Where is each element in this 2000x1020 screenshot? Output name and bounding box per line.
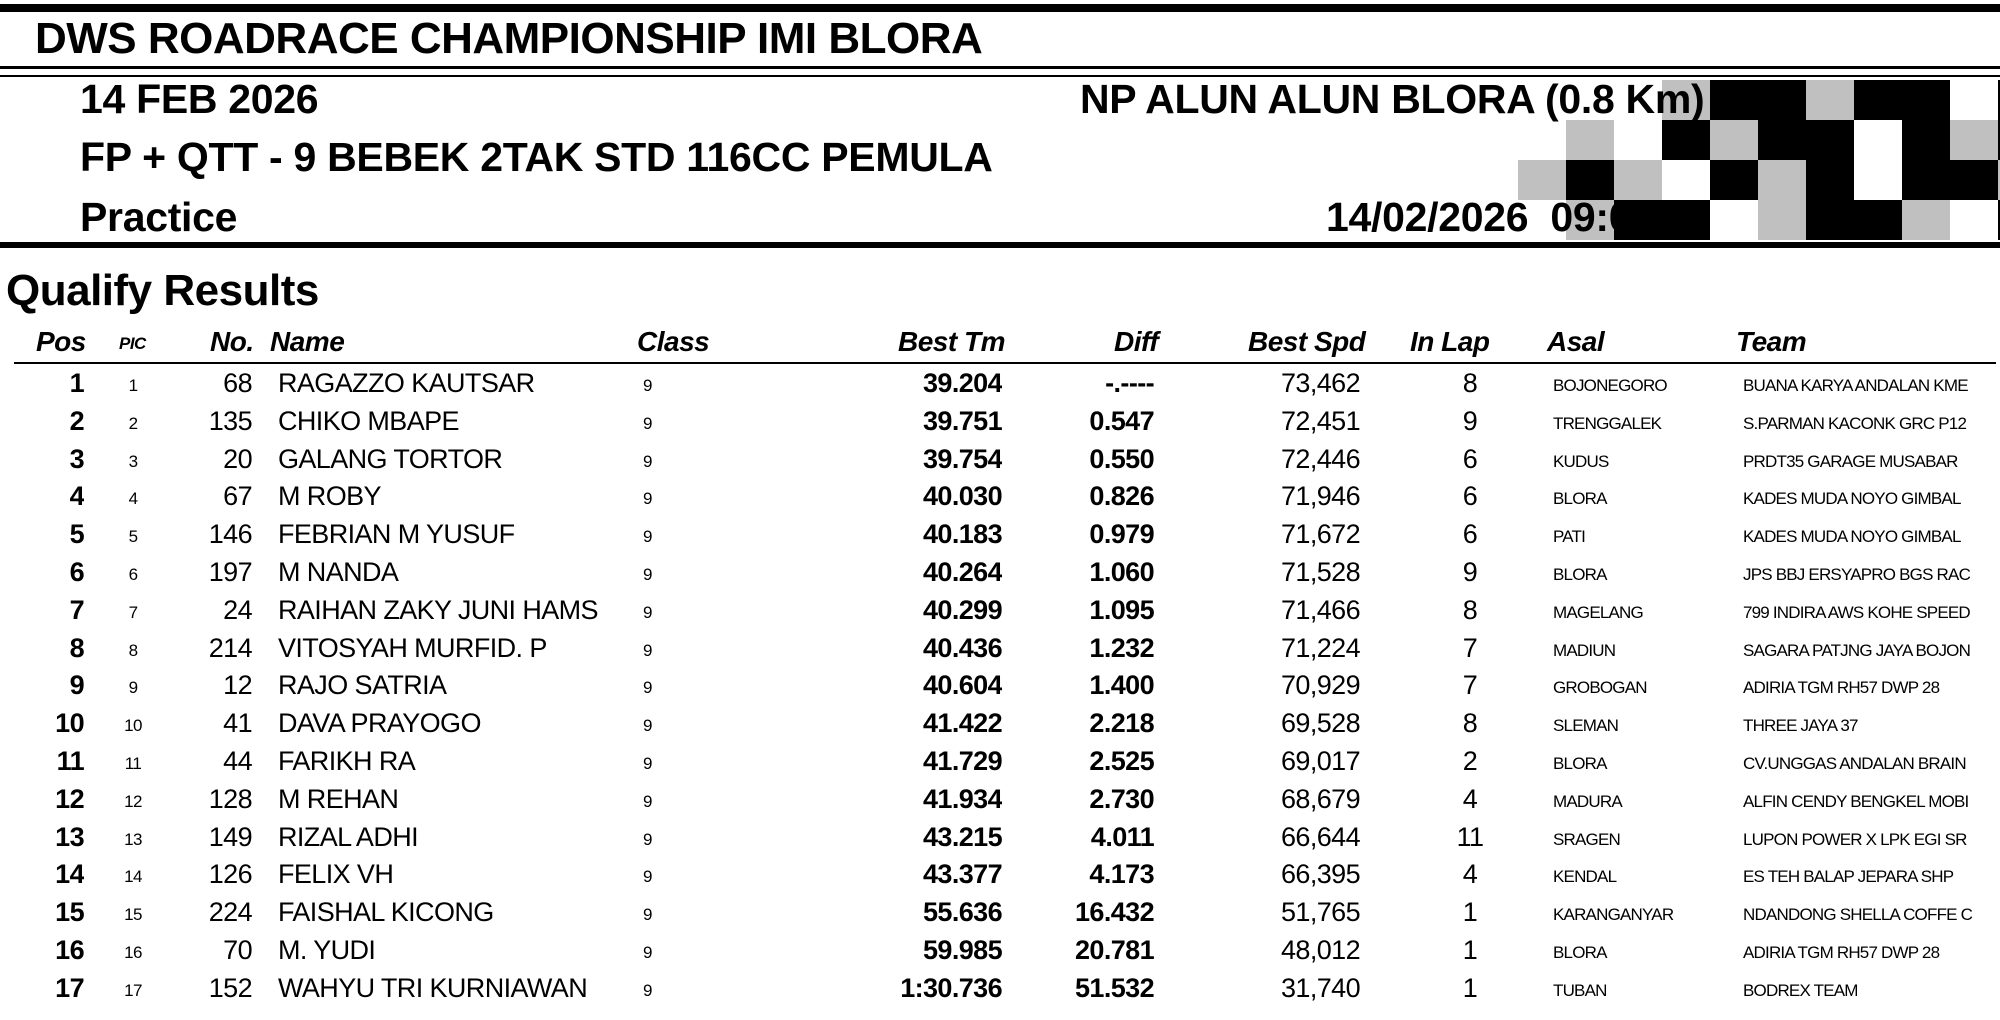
row-rider-name: VITOSYAH MURFID. P xyxy=(278,632,547,663)
row-best-speed: 31,740 xyxy=(1281,972,1360,1003)
row-origin: TUBAN xyxy=(1553,980,1607,1000)
row-class: 9 xyxy=(643,489,652,509)
row-rider-name: FELIX VH xyxy=(278,859,394,890)
row-in-lap: 6 xyxy=(1462,481,1478,512)
flag-square xyxy=(1902,200,1950,240)
row-best-time: 55.636 xyxy=(923,897,1002,928)
row-team: ADIRIA TGM RH57 DWP 28 xyxy=(1743,943,1940,962)
row-team: SAGARA PATJNG JAYA BOJON xyxy=(1743,640,1971,660)
row-diff: 0.826 xyxy=(1089,481,1154,512)
row-team: ES TEH BALAP JEPARA SHP xyxy=(1743,867,1954,887)
row-best-speed: 71,672 xyxy=(1281,519,1360,550)
row-best-time: 1:30.736 xyxy=(900,972,1002,1003)
row-team: BODREX TEAM xyxy=(1743,980,1858,1000)
row-best-speed: 68,679 xyxy=(1281,783,1360,814)
row-team: PRDT35 GARAGE MUSABAR xyxy=(1743,451,1958,471)
row-best-time: 39.751 xyxy=(923,405,1002,436)
col-header-in-lap: In Lap xyxy=(1410,326,1490,357)
table-row xyxy=(0,402,2000,440)
row-team: 799 INDIRA AWS KOHE SPEED xyxy=(1743,602,1970,622)
table-row xyxy=(0,704,2000,742)
row-team: KADES MUDA NOYO GIMBAL xyxy=(1743,489,1961,509)
row-team: BUANA KARYA ANDALAN KME xyxy=(1743,376,1968,395)
row-pos: 12 xyxy=(55,783,84,814)
col-header-asal: Asal xyxy=(1547,326,1605,357)
row-pic: 7 xyxy=(128,602,138,622)
venue: NP ALUN ALUN BLORA (0.8 Km) xyxy=(1080,76,1705,122)
row-team: CV.UNGGAS ANDALAN BRAIN xyxy=(1743,754,1966,773)
row-best-time: 43.215 xyxy=(923,821,1002,852)
row-class: 9 xyxy=(643,451,652,471)
row-pos: 11 xyxy=(56,746,84,776)
row-best-speed: 48,012 xyxy=(1281,935,1360,965)
row-pic: 10 xyxy=(124,716,142,736)
row-in-lap: 1 xyxy=(1462,935,1478,965)
row-best-speed: 71,466 xyxy=(1281,594,1360,625)
table-row xyxy=(0,780,2000,818)
col-header-no: No. xyxy=(210,326,254,357)
row-best-time: 40.436 xyxy=(923,632,1002,663)
table-row xyxy=(0,931,2000,969)
row-rider-name: FARIKH RA xyxy=(278,746,416,776)
row-pos: 8 xyxy=(69,632,84,663)
table-row xyxy=(0,893,2000,931)
row-pic: 4 xyxy=(128,489,138,509)
row-diff: 4.173 xyxy=(1089,859,1154,890)
row-number: 67 xyxy=(223,481,252,512)
flag-square xyxy=(1566,120,1614,160)
row-pic: 3 xyxy=(128,451,138,471)
row-number: 44 xyxy=(223,746,252,776)
row-pos: 17 xyxy=(55,972,84,1003)
row-origin: KARANGANYAR xyxy=(1553,905,1674,925)
row-in-lap: 9 xyxy=(1462,405,1478,436)
row-best-speed: 72,451 xyxy=(1281,405,1360,436)
row-number: 152 xyxy=(208,972,252,1003)
row-rider-name: WAHYU TRI KURNIAWAN xyxy=(278,972,588,1003)
table-row xyxy=(0,553,2000,591)
row-number: 214 xyxy=(208,632,252,663)
row-diff: 2.525 xyxy=(1089,746,1154,776)
row-origin: BLORA xyxy=(1553,943,1607,962)
row-best-speed: 70,929 xyxy=(1281,670,1360,701)
row-rider-name: RAGAZZO KAUTSAR xyxy=(278,368,535,398)
row-team: THREE JAYA 37 xyxy=(1743,716,1858,736)
row-class: 9 xyxy=(643,602,652,622)
row-in-lap: 6 xyxy=(1462,443,1478,474)
flag-square xyxy=(1758,160,1806,200)
flag-square xyxy=(1902,80,1950,120)
row-pic: 13 xyxy=(124,829,142,849)
flag-square xyxy=(1758,200,1806,240)
row-number: 224 xyxy=(208,897,252,928)
row-diff: 1.232 xyxy=(1089,632,1154,663)
row-pos: 10 xyxy=(55,708,84,739)
row-class: 9 xyxy=(643,980,652,1000)
row-pic: 16 xyxy=(124,943,142,962)
flag-square xyxy=(1662,120,1710,160)
row-class: 9 xyxy=(643,565,652,584)
title-underline xyxy=(0,66,2000,69)
col-header-team: Team xyxy=(1736,326,1807,357)
flag-square xyxy=(1662,200,1710,240)
row-pic: 15 xyxy=(124,905,142,925)
row-pic: 5 xyxy=(128,527,138,547)
row-pic: 1 xyxy=(128,376,138,395)
flag-square xyxy=(1854,200,1902,240)
row-best-speed: 69,017 xyxy=(1281,746,1360,776)
row-pos: 5 xyxy=(69,519,84,550)
row-pos: 1 xyxy=(69,368,84,398)
table-row xyxy=(0,969,2000,1007)
row-pic: 12 xyxy=(124,791,142,811)
table-row xyxy=(0,515,2000,553)
row-rider-name: RAJO SATRIA xyxy=(278,670,447,701)
row-best-time: 59.985 xyxy=(923,935,1002,965)
row-number: 20 xyxy=(223,443,252,474)
row-diff: 1.060 xyxy=(1089,557,1154,587)
event-date: 14 FEB 2026 xyxy=(80,76,319,122)
row-best-time: 41.422 xyxy=(923,708,1002,739)
row-team: KADES MUDA NOYO GIMBAL xyxy=(1743,527,1961,547)
row-diff: 0.547 xyxy=(1089,405,1154,436)
row-number: 197 xyxy=(208,557,252,587)
row-best-speed: 66,644 xyxy=(1281,821,1360,852)
row-in-lap: 9 xyxy=(1462,557,1478,587)
row-diff: 1.095 xyxy=(1089,594,1154,625)
row-number: 149 xyxy=(208,821,252,852)
table-row xyxy=(0,477,2000,515)
row-pic: 17 xyxy=(124,980,142,1000)
row-pos: 15 xyxy=(55,897,84,928)
row-origin: BLORA xyxy=(1553,565,1607,584)
col-header-best-spd: Best Spd xyxy=(1248,326,1366,357)
row-number: 70 xyxy=(223,935,252,965)
flag-square xyxy=(1758,80,1806,120)
row-origin: BLORA xyxy=(1553,489,1607,509)
row-origin: KUDUS xyxy=(1553,451,1609,471)
row-number: 135 xyxy=(208,405,252,436)
row-rider-name: DAVA PRAYOGO xyxy=(278,708,481,739)
row-rider-name: RAIHAN ZAKY JUNI HAMS xyxy=(278,594,598,625)
session-datetime: 14/02/2026 09:00 xyxy=(1326,194,1654,240)
row-pic: 14 xyxy=(124,867,142,887)
col-header-pos: Pos xyxy=(36,326,86,357)
row-team: ADIRIA TGM RH57 DWP 28 xyxy=(1743,678,1940,698)
row-pic: 11 xyxy=(124,754,142,773)
row-team: S.PARMAN KACONK GRC P12 xyxy=(1743,413,1967,433)
row-class: 9 xyxy=(643,943,652,962)
row-best-time: 43.377 xyxy=(923,859,1002,890)
row-in-lap: 11 xyxy=(1456,821,1484,852)
row-diff: 0.550 xyxy=(1089,443,1154,474)
row-best-time: 41.934 xyxy=(923,783,1002,814)
row-rider-name: M ROBY xyxy=(278,481,381,512)
row-rider-name: FAISHAL KICONG xyxy=(278,897,494,928)
table-row xyxy=(0,818,2000,856)
flag-square xyxy=(1758,120,1806,160)
row-rider-name: FEBRIAN M YUSUF xyxy=(278,519,515,550)
flag-square xyxy=(1950,160,1998,200)
row-diff: 0.979 xyxy=(1089,519,1154,550)
row-origin: MADIUN xyxy=(1553,640,1616,660)
row-in-lap: 7 xyxy=(1462,670,1478,701)
row-pos: 3 xyxy=(69,443,84,474)
row-pic: 6 xyxy=(128,565,138,584)
col-header-pic: PIC xyxy=(119,334,146,353)
row-in-lap: 4 xyxy=(1462,859,1478,890)
header-bottom-rule xyxy=(0,242,2000,248)
table-row xyxy=(0,364,2000,402)
row-class: 9 xyxy=(643,678,652,698)
row-diff: 20.781 xyxy=(1075,935,1154,965)
row-pos: 6 xyxy=(69,557,84,587)
row-number: 126 xyxy=(208,859,252,890)
row-rider-name: M NANDA xyxy=(278,557,399,587)
row-in-lap: 7 xyxy=(1462,632,1478,663)
col-header-name: Name xyxy=(270,326,345,357)
row-best-speed: 73,462 xyxy=(1281,368,1360,398)
row-best-speed: 71,224 xyxy=(1281,632,1360,663)
flag-square xyxy=(1950,120,1998,160)
row-class: 9 xyxy=(643,791,652,811)
row-origin: SLEMAN xyxy=(1553,716,1619,736)
row-best-speed: 51,765 xyxy=(1281,897,1360,928)
row-origin: MAGELANG xyxy=(1553,602,1643,622)
flag-square xyxy=(1806,120,1854,160)
row-best-time: 40.030 xyxy=(923,481,1002,512)
row-rider-name: RIZAL ADHI xyxy=(278,821,419,852)
table-row xyxy=(0,742,2000,780)
row-in-lap: 8 xyxy=(1462,368,1478,398)
section-title: Qualify Results xyxy=(6,266,319,315)
row-in-lap: 1 xyxy=(1462,897,1478,928)
row-team: JPS BBJ ERSYAPRO BGS RAC xyxy=(1743,565,1971,584)
top-rule xyxy=(0,4,2000,12)
row-class: 9 xyxy=(643,754,652,773)
row-best-speed: 71,946 xyxy=(1281,481,1360,512)
row-team: ALFIN CENDY BENGKEL MOBI xyxy=(1743,791,1969,811)
row-best-speed: 66,395 xyxy=(1281,859,1360,890)
row-origin: PATI xyxy=(1553,527,1586,547)
row-origin: GROBOGAN xyxy=(1553,678,1647,698)
row-class: 9 xyxy=(643,640,652,660)
row-number: 68 xyxy=(223,368,252,398)
row-class: 9 xyxy=(643,376,652,395)
row-number: 12 xyxy=(223,670,252,701)
row-pos: 7 xyxy=(69,594,84,625)
row-best-speed: 71,528 xyxy=(1281,557,1360,587)
row-class: 9 xyxy=(643,413,652,433)
row-origin: MADURA xyxy=(1553,791,1622,811)
race-class: FP + QTT - 9 BEBEK 2TAK STD 116CC PEMULA xyxy=(80,134,993,180)
row-best-time: 41.729 xyxy=(923,746,1002,776)
event-title: DWS ROADRACE CHAMPIONSHIP IMI BLORA xyxy=(35,14,983,63)
row-best-speed: 69,528 xyxy=(1281,708,1360,739)
flag-square xyxy=(1710,160,1758,200)
row-origin: BOJONEGORO xyxy=(1553,376,1667,395)
row-pic: 9 xyxy=(128,678,138,698)
col-header-class: Class xyxy=(637,326,710,357)
flag-square xyxy=(1806,160,1854,200)
row-pos: 9 xyxy=(69,670,84,701)
row-diff: 51.532 xyxy=(1075,972,1154,1003)
row-in-lap: 2 xyxy=(1462,746,1478,776)
row-best-time: 39.754 xyxy=(923,443,1002,474)
row-best-time: 40.604 xyxy=(923,670,1002,701)
row-in-lap: 6 xyxy=(1462,519,1478,550)
row-pos: 13 xyxy=(55,821,84,852)
row-diff: 2.730 xyxy=(1089,783,1154,814)
row-rider-name: CHIKO MBAPE xyxy=(278,405,459,436)
row-in-lap: 8 xyxy=(1462,594,1478,625)
table-row xyxy=(0,855,2000,893)
row-number: 128 xyxy=(208,783,252,814)
row-pos: 4 xyxy=(69,481,84,512)
row-in-lap: 1 xyxy=(1462,972,1478,1003)
flag-square xyxy=(1806,80,1854,120)
row-pos: 14 xyxy=(55,859,84,890)
table-row xyxy=(0,591,2000,629)
session-name: Practice xyxy=(80,194,238,240)
row-number: 146 xyxy=(208,519,252,550)
row-origin: SRAGEN xyxy=(1553,829,1620,849)
row-in-lap: 4 xyxy=(1462,783,1478,814)
row-pos: 16 xyxy=(55,935,84,965)
row-best-time: 39.204 xyxy=(923,368,1002,398)
row-rider-name: M REHAN xyxy=(278,783,399,814)
row-pos: 2 xyxy=(69,405,84,436)
row-origin: KENDAL xyxy=(1553,867,1617,887)
row-rider-name: M. YUDI xyxy=(278,935,376,965)
row-best-time: 40.299 xyxy=(923,594,1002,625)
row-class: 9 xyxy=(643,527,652,547)
row-team: LUPON POWER X LPK EGI SR xyxy=(1743,829,1967,849)
row-best-time: 40.264 xyxy=(923,557,1002,587)
row-diff: 16.432 xyxy=(1075,897,1154,928)
row-team: NDANDONG SHELLA COFFE C xyxy=(1743,905,1973,925)
row-best-speed: 72,446 xyxy=(1281,443,1360,474)
row-number: 41 xyxy=(223,708,252,739)
table-row xyxy=(0,629,2000,667)
flag-square xyxy=(1854,80,1902,120)
row-diff: -.---- xyxy=(1105,368,1154,398)
row-pic: 8 xyxy=(128,640,138,660)
row-class: 9 xyxy=(643,905,652,925)
row-pic: 2 xyxy=(128,413,138,433)
table-row xyxy=(0,440,2000,478)
row-rider-name: GALANG TORTOR xyxy=(278,443,503,474)
flag-square xyxy=(1710,80,1758,120)
row-diff: 4.011 xyxy=(1090,821,1154,852)
table-row xyxy=(0,666,2000,704)
row-diff: 2.218 xyxy=(1089,708,1154,739)
row-origin: BLORA xyxy=(1553,754,1607,773)
row-best-time: 40.183 xyxy=(923,519,1002,550)
row-in-lap: 8 xyxy=(1462,708,1478,739)
row-origin: TRENGGALEK xyxy=(1553,413,1662,433)
row-diff: 1.400 xyxy=(1089,670,1154,701)
flag-square xyxy=(1710,120,1758,160)
row-class: 9 xyxy=(643,716,652,736)
flag-square xyxy=(1902,160,1950,200)
row-class: 9 xyxy=(643,867,652,887)
flag-square xyxy=(1902,120,1950,160)
col-header-diff: Diff xyxy=(1114,326,1159,357)
row-class: 9 xyxy=(643,829,652,849)
row-number: 24 xyxy=(223,594,252,625)
flag-square xyxy=(1806,200,1854,240)
col-header-best-tm: Best Tm xyxy=(898,326,1005,357)
